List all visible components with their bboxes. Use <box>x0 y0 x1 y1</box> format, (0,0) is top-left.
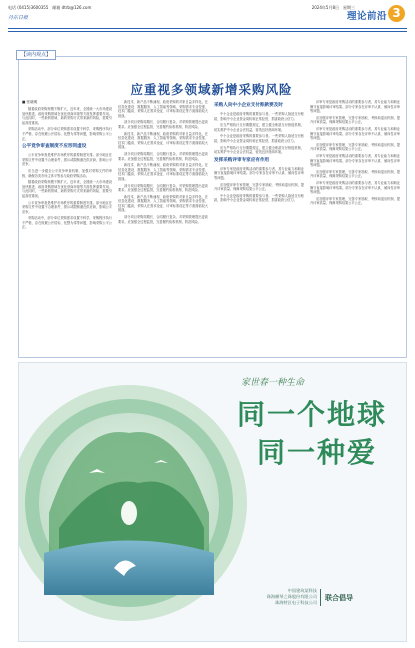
ad-tagline: 家世春一种生命 <box>241 378 305 388</box>
paragraph: 新技术、新产品不断涌现，政府采购的对象日益多样化。在信息化建设、数据服务、人工智能等领域，采购需求专业性强，技术门槛高，采购人在需求论证、评审标准设定等方面面临较大挑战。 <box>118 131 208 150</box>
paragraph: 评审专家是政府采购活动的重要参与者，其专业能力和职业操守直接影响评审结果。部分专家存在评审不认真、倾向性评审等问题。 <box>310 153 400 168</box>
paragraph: 中小企业是政府采购的重要参与者。一些采购人拖延支付账款，影响中小企业资金周转和正常经营，损害政府公信力。 <box>214 112 304 121</box>
paragraph: 随着政府采购规模不断扩大，近年来，全国统一大市场建设加快推进，政府采购领域在优化营商环境等方面发挥重要作用。与此同时，一些新的领域、新的采购方式带来新的风险，需要引起高度重视。 <box>22 107 112 125</box>
paragraph: 应当进一步健全公平竞争审查机制，加强对采购文件的审核，确保各类市场主体平等参与政府采购活动。 <box>22 168 112 178</box>
paragraph: 随着政府采购规模不断扩大，近年来，全国统一大市场建设加快推进，政府采购领域在优化营商环境等方面发挥重要作用。与此同时，一些新的领域、新的采购方式带来新的风险，需要引起高度重视。 <box>22 180 112 198</box>
deer-icon <box>121 501 137 525</box>
paragraph: 应当严格执行支付期限规定，建立健全账款支付督促机制，切实维护中小企业合法权益，营造良好营商环境。 <box>214 145 304 155</box>
paragraph: 评审专家是政府采购活动的重要参与者，其专业能力和职业操守直接影响评审结果。部分专家存在评审不认真、倾向性评审等问题。 <box>310 100 400 114</box>
paragraph: 部分项目采购周期长、合同履行复杂，对采购管理提出更高要求。应加强全过程监管，完善履约验收机制，防范风险。 <box>118 120 208 129</box>
subheading: 采购人向中小企业支付账款要及时 <box>214 103 283 108</box>
public-service-ad <box>18 362 407 642</box>
article-headline: 应重视多领域新增采购风险 <box>130 82 293 97</box>
section-title: 理论前沿 <box>346 11 387 22</box>
paragraph: 应加强评审专家管理，完善专家抽取、考核和退出机制，提升评审质量，保障采购结果公平公正。 <box>310 115 400 125</box>
paragraph: 应加强评审专家管理，完善专家抽取、考核和退出机制，提升评审质量，保障采购结果公平公正。 <box>310 196 400 206</box>
paragraph: 新技术、新产品不断涌现，政府采购的对象日益多样化。在信息化建设、数据服务、人工智能等领域，采购需求专业性强，技术门槛高，采购人在需求论证、评审标准设定等方面面临较大挑战。 <box>118 194 208 213</box>
ad-joint-label: 联合倡导 <box>325 594 353 602</box>
article-columns <box>22 100 402 350</box>
paragraph: 应加强评审专家管理，完善专家抽取、考核和退出机制，提升评审质量，保障采购结果公平公正。 <box>310 142 400 152</box>
article-column-2 <box>118 100 208 350</box>
paragraph: 公平竞争审查是维护市场秩序的重要制度安排。部分地区在采购文件中设置不合理条件，排斥或限制潜在供应商，影响公平竞争。 <box>22 200 112 214</box>
article-byline: ■ 张晓明 <box>22 100 38 104</box>
paragraph: 中小企业是政府采购的重要参与者。一些采购人拖延支付账款，影响中小企业资金周转和正常经营，损害政府公信力。 <box>214 134 304 143</box>
article-column-1 <box>22 100 112 350</box>
paragraph: 新技术、新产品不断涌现，政府采购的对象日益多样化。在信息化建设、数据服务、人工智能等领域，采购需求专业性强，技术门槛高，采购人在需求论证、评审标准设定等方面面临较大挑战。 <box>118 100 208 118</box>
paragraph: 应加强评审专家管理，完善专家抽取、考核和退出机制，提升评审质量，保障采购结果公平公正。 <box>214 182 304 192</box>
contact-info: 电话 (0415)3600355 邮箱 dtrb@126.com <box>8 5 92 10</box>
paragraph: 部分项目采购周期长、合同履行复杂，对采购管理提出更高要求。应加强全过程监管，完善履约验收机制，防范风险。 <box>118 215 208 224</box>
paragraph: 采购活动中，部分单位采购需求设置不科学，采购程序执行不严格，存在规避公开招标、化整为零等问题，影响采购公平公正。 <box>22 216 112 230</box>
article-column-3 <box>214 100 304 350</box>
paragraph: 公平竞争审查是维护市场秩序的重要制度安排。部分地区在采购文件中设置不合理条件，排斥或限制潜在供应商，影响公平竞争。 <box>22 153 112 167</box>
subheading: 发挥采购评审专家应有作用 <box>214 157 270 163</box>
paragraph: 评审专家是政府采购活动的重要参与者，其专业能力和职业操守直接影响评审结果。部分专家存在评审不认真、倾向性评审等问题。 <box>310 180 400 195</box>
paragraph: 中小企业是政府采购的重要参与者。一些采购人拖延支付账款，影响中小企业资金周转和正常经营，损害政府公信力。 <box>214 193 304 203</box>
ad-title-line-1: 同一个地球 <box>237 398 388 431</box>
paragraph: 应当严格执行支付期限规定，建立健全账款支付督促机制，切实维护中小企业合法权益，营造良好营商环境。 <box>214 123 304 132</box>
org-name: 珠海横琴之珠股份有限公司 <box>266 593 317 599</box>
paragraph: 部分项目采购周期长、合同履行复杂，对采购管理提出更高要求。应加强全过程监管，完善履约验收机制，防范风险。 <box>118 151 208 161</box>
ad-divider <box>320 589 321 606</box>
ad-title-line-2: 同一种爱 <box>257 436 378 469</box>
paragraph: 新技术、新产品不断涌现，政府采购的对象日益多样化。在信息化建设、数据服务、人工智能等领域，采购需求专业性强，技术门槛高，采购人在需求论证、评审标准设定等方面面临较大挑战。 <box>118 163 208 181</box>
org-name: 中国建筑某科技 <box>287 588 317 593</box>
paragraph: 评审专家是政府采购活动的重要参与者，其专业能力和职业操守直接影响评审结果。部分专家存在评审不认真、倾向性评审等问题。 <box>214 166 304 180</box>
org-name: 珠海特区电子科技公司 <box>275 599 317 605</box>
issue-date: 2024年5月8日 星期三 <box>311 5 355 10</box>
paragraph: 部分项目采购周期长、合同履行复杂，对采购管理提出更高要求。应加强全过程监管，完善履约验收机制，防范风险。 <box>118 183 208 193</box>
article-column-4 <box>310 100 400 350</box>
subheading: 公平竞争审查制度不应形同虚设 <box>22 144 87 150</box>
paragraph: 采购活动中，部分单位采购需求设置不科学，采购程序执行不严格，存在规避公开招标、化整为零等问题，影响采购公平公正。 <box>22 127 112 141</box>
newspaper-brand: 丹东日报 <box>8 15 29 21</box>
article-tag: 【读内观点】 <box>16 50 56 60</box>
header-rule <box>8 28 407 29</box>
page-header <box>8 5 407 27</box>
ad-organizations <box>247 588 317 605</box>
paragraph: 评审专家是政府采购活动的重要参与者，其专业能力和职业操守直接影响评审结果。部分专家存在评审不认真、倾向性评审等问题。 <box>310 126 400 141</box>
paragraph: 应加强评审专家管理，完善专家抽取、考核和退出机制，提升评审质量，保障采购结果公平公正。 <box>310 169 400 179</box>
page-number-badge: 3 <box>388 5 405 22</box>
header-rule-thin <box>8 31 407 32</box>
